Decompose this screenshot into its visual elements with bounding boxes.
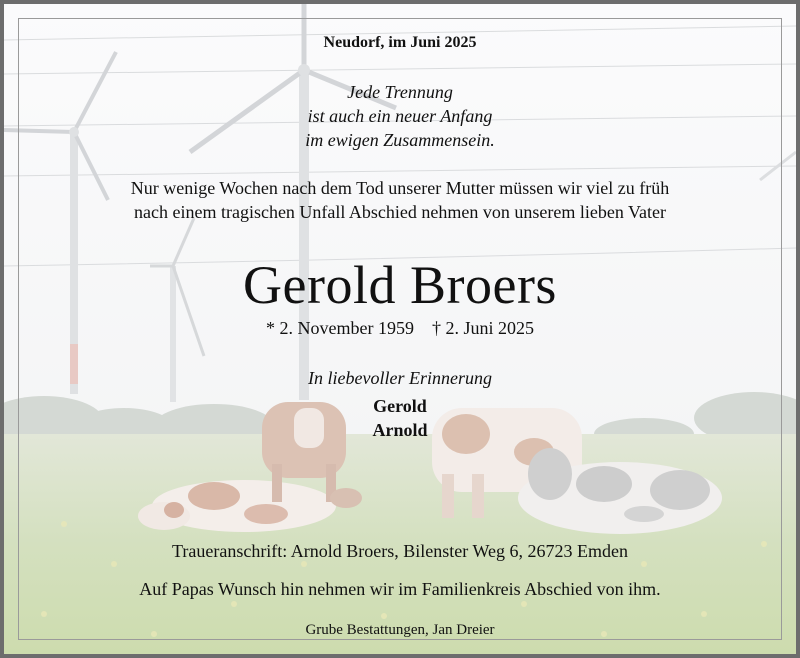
intro-text xyxy=(4,176,796,224)
mourner-name: Arnold xyxy=(372,420,428,440)
obituary-card xyxy=(4,4,796,654)
place-date: Neudorf, im Juni 2025 xyxy=(323,34,477,51)
funeral-home: Grube Bestattungen, Jan Dreier xyxy=(305,622,495,638)
intro-line: Nur wenige Wochen nach dem Tod unserer Mutter müssen wir viel zu früh xyxy=(130,178,670,198)
obituary-text xyxy=(4,4,796,654)
mourning-address: Traueranschrift: Arnold Broers, Bilenster Weg 6, 26723 Emden xyxy=(172,541,628,561)
farewell-note: Auf Papas Wunsch hin nehmen wir im Familienkreis Abschied von ihm. xyxy=(139,579,661,599)
mourner-name: Gerold xyxy=(373,396,427,416)
life-dates xyxy=(4,318,796,339)
intro-line: nach einem tragischen Unfall Abschied nehmen von unserem lieben Vater xyxy=(134,202,666,222)
verse-line: im ewigen Zusammensein. xyxy=(305,130,495,150)
verse-line: Jede Trennung xyxy=(347,82,453,102)
verse-line: ist auch ein neuer Anfang xyxy=(307,106,493,126)
verse xyxy=(4,80,796,152)
memory-line: In liebevoller Erinnerung xyxy=(308,368,492,388)
death-date: † 2. Juni 2025 xyxy=(431,318,534,338)
birth-date: * 2. November 1959 xyxy=(266,318,414,338)
deceased-name: Gerold Broers xyxy=(243,255,557,315)
